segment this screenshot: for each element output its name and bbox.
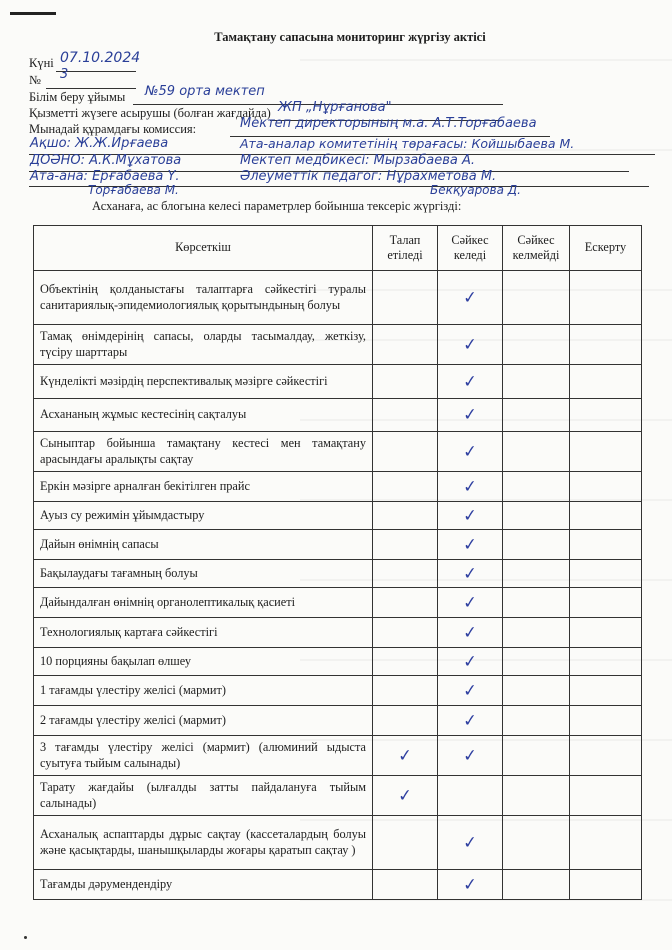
complies-cell [438,271,503,325]
page-dot [24,936,27,939]
table-row [34,870,642,900]
date-label: Күні [29,56,54,70]
indicator-cell: Сыныптар бойынша тамақтану кестесі мен тамақтану арасындағы аралықты сақтау [34,432,373,472]
check-mark-icon: ✓ [462,505,478,526]
table-header-row [34,226,642,271]
indicator-cell: 1 тағамды үлестіру желісі (мармит) [34,676,373,706]
not-complies-cell [503,870,570,900]
note-cell [570,870,642,900]
organization-value: №59 орта мектеп [145,84,265,99]
required-cell [373,676,438,706]
table-row [34,530,642,560]
inspection-table [33,225,642,900]
not-complies-cell [503,736,570,776]
table-row [34,325,642,365]
table-row [34,588,642,618]
complies-cell [438,676,503,706]
required-cell [373,472,438,502]
col-header-not-complies: Сәйкес келмейді [503,226,570,271]
check-mark-icon: ✓ [462,287,478,308]
commission-line-3b: Мектеп медбикесі: Мырзабаева А. [240,153,476,168]
note-cell [570,776,642,816]
required-cell [373,502,438,530]
check-mark-icon: ✓ [462,745,478,766]
not-complies-cell [503,676,570,706]
note-cell [570,588,642,618]
required-cell [373,432,438,472]
required-cell [373,618,438,648]
check-mark-icon: ✓ [462,563,478,584]
note-cell [570,325,642,365]
required-cell [373,870,438,900]
table-row [34,776,642,816]
indicator-cell: Бақылаудағы тағамның болуы [34,560,373,588]
indicator-cell: 10 порцияны бақылап өлшеу [34,648,373,676]
note-cell [570,706,642,736]
check-mark-icon: ✓ [462,680,478,701]
indicator-cell: Асханалық аспаптарды дұрыс сақтау (кассеталардың болуы және қасықтарды, шанышқыларды жоғары қаратып сақтау ) [34,816,373,870]
not-complies-cell [503,648,570,676]
col-header-note: Ескерту [570,226,642,271]
col-header-complies: Сәйкес келеді [438,226,503,271]
complies-cell [438,776,503,816]
not-complies-cell [503,325,570,365]
provider-label: Қызметті жүзеге асырушы (болған жағдайда) [29,106,271,120]
organization-label: Білім беру ұйымы [29,90,126,104]
commission-label: Мынадай құрамдағы комиссия: [29,122,197,136]
note-cell [570,816,642,870]
table-row [34,365,642,399]
indicator-cell: Асхананың жұмыс кестесінің сақталуы [34,399,373,432]
number-value: 3 [60,67,69,82]
check-mark-icon: ✓ [462,874,478,895]
commission-line-2b: Ата-аналар комитетінің төрағасы: Койшыбаева М. [240,136,575,151]
check-mark-icon: ✓ [462,592,478,613]
required-cell [373,399,438,432]
note-cell [570,399,642,432]
table-row [34,502,642,530]
col-header-required: Талап етіледі [373,226,438,271]
check-mark-icon: ✓ [462,832,478,853]
check-mark-icon: ✓ [462,622,478,643]
top-rule [10,12,56,15]
commission-line-1: Мектеп директорының м.а. А.Т.Торғабаева [240,116,537,131]
table-row [34,648,642,676]
required-cell [373,325,438,365]
not-complies-cell [503,502,570,530]
table-row [34,432,642,472]
not-complies-cell [503,432,570,472]
commission-line-5b: Бекқуарова Д. [430,183,521,197]
note-cell [570,618,642,648]
indicator-cell: Еркін мәзірге арналған бекітілген прайс [34,472,373,502]
not-complies-cell [503,530,570,560]
complies-cell [438,502,503,530]
check-mark-icon: ✓ [462,651,478,672]
not-complies-cell [503,365,570,399]
indicator-cell: Дайындалған өнімнің органолептикалық қасиеті [34,588,373,618]
number-underline [46,88,136,89]
indicator-cell: Объектінің қолданыстағы талаптарға сәйкестігі туралы санитариялық-эпидемиологиялық қорытындының болуы [34,271,373,325]
required-cell [373,560,438,588]
table-row [34,736,642,776]
commission-line-4b: Әлеуметтік педагог: Нұрахметова М. [240,169,497,184]
date-value: 07.10.2024 [60,50,141,66]
table-row [34,676,642,706]
not-complies-cell [503,816,570,870]
indicator-cell: Технологиялық картаға сәйкестігі [34,618,373,648]
check-mark-icon: ✓ [462,334,478,355]
complies-cell [438,870,503,900]
intro-text: Асханаға, ас блогына келесі параметрлер бойынша тексеріс жүргізді: [92,199,462,213]
table-row [34,816,642,870]
indicator-cell: 2 тағамды үлестіру желісі (мармит) [34,706,373,736]
table-row [34,706,642,736]
col-header-indicator: Көрсеткіш [34,226,373,271]
indicator-cell: Тамақ өнімдерінің сапасы, оларды тасымалдау, жеткізу, түсіру шарттары [34,325,373,365]
commission-line-5a: Торғабаева М. [88,183,179,197]
indicator-cell: Күнделікті мәзірдің перспективалық мәзірге сәйкестігі [34,365,373,399]
table-row [34,399,642,432]
check-mark-icon: ✓ [462,710,478,731]
note-cell [570,560,642,588]
check-mark-icon: ✓ [462,441,478,462]
complies-cell [438,530,503,560]
required-cell [373,776,438,816]
complies-cell [438,325,503,365]
indicator-cell: Дайын өнімнің сапасы [34,530,373,560]
indicator-cell: 3 тағамды үлестіру желісі (мармит) (алюминий ыдыста суытуға тыйым салынады) [34,736,373,776]
not-complies-cell [503,706,570,736]
not-complies-cell [503,618,570,648]
check-mark-icon: ✓ [462,476,478,497]
check-mark-icon: ✓ [462,404,478,426]
not-complies-cell [503,472,570,502]
indicator-cell: Ауыз су режимін ұйымдастыру [34,502,373,530]
note-cell [570,271,642,325]
not-complies-cell [503,588,570,618]
commission-line-2a: Ақшо: Ж.Ж.Ирғаева [30,136,169,151]
required-cell [373,365,438,399]
table-row [34,560,642,588]
note-cell [570,365,642,399]
note-cell [570,736,642,776]
complies-cell [438,472,503,502]
required-cell [373,648,438,676]
not-complies-cell [503,560,570,588]
check-mark-icon: ✓ [397,785,413,806]
complies-cell [438,560,503,588]
provider-value: ЖП „Нұрғанова" [278,100,392,115]
check-mark-icon: ✓ [462,371,478,392]
complies-cell [438,648,503,676]
note-cell [570,530,642,560]
note-cell [570,432,642,472]
indicator-cell: Тағамды дәрумендендіру [34,870,373,900]
complies-cell [438,618,503,648]
complies-cell [438,588,503,618]
check-mark-icon: ✓ [397,745,413,766]
complies-cell [438,399,503,432]
complies-cell [438,816,503,870]
table-row [34,271,642,325]
not-complies-cell [503,776,570,816]
commission-line-3a: ДОӘНО: А.К.Мұхатова [30,153,182,168]
number-label: № [29,73,41,87]
required-cell [373,706,438,736]
complies-cell [438,736,503,776]
note-cell [570,676,642,706]
table-row [34,472,642,502]
check-mark-icon: ✓ [462,534,478,555]
required-cell [373,736,438,776]
complies-cell [438,432,503,472]
required-cell [373,530,438,560]
commission-line-4a: Ата-ана: Ерғабаева Ү. [30,169,180,184]
complies-cell [438,365,503,399]
note-cell [570,648,642,676]
page-title: Тамақтану сапасына мониторинг жүргізу актісі [214,30,486,44]
indicator-cell: Тарату жағдайы (ылғалды затты пайдалануға тыйым салынады) [34,776,373,816]
note-cell [570,502,642,530]
not-complies-cell [503,271,570,325]
required-cell [373,588,438,618]
not-complies-cell [503,399,570,432]
note-cell [570,472,642,502]
complies-cell [438,706,503,736]
required-cell [373,816,438,870]
required-cell [373,271,438,325]
table-row [34,618,642,648]
